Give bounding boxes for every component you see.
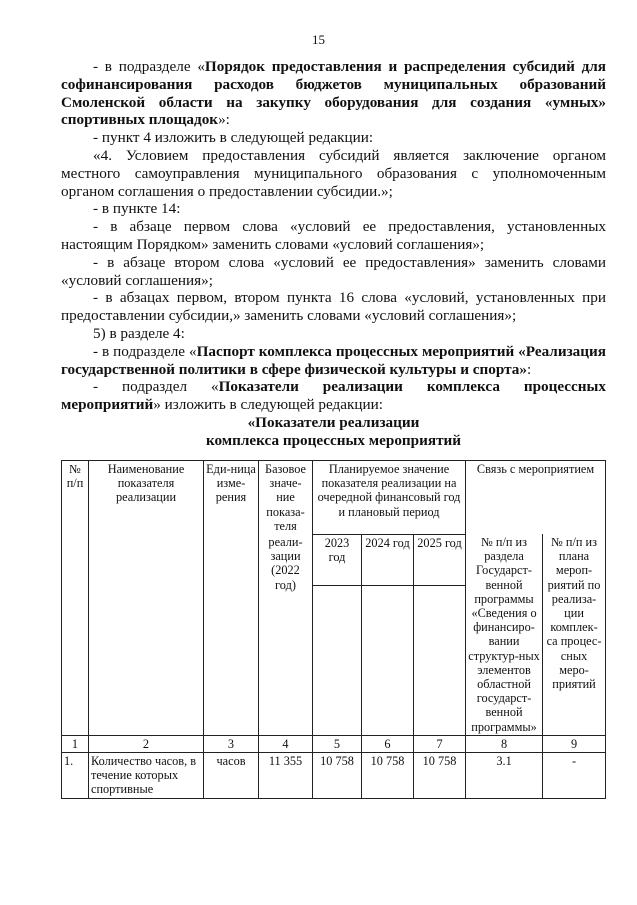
row-link-plan: - xyxy=(543,753,606,799)
header-year-2025-cont xyxy=(414,585,466,735)
column-number: 7 xyxy=(414,735,466,752)
text-run: - подраздел « xyxy=(93,378,219,396)
column-number: 4 xyxy=(259,735,313,752)
row-indicator-name: Количество часов, в течение которых спортивные xyxy=(89,753,204,799)
paragraph-abz2: - в абзаце втором слова «условий ее предоставления» заменить словами «условий соглашения»; xyxy=(61,253,606,289)
table-title-line2: комплекса процессных мероприятий xyxy=(205,431,462,449)
line-section4: 5) в разделе 4: xyxy=(93,324,185,342)
text-run: - в подразделе « xyxy=(93,342,197,360)
table-header-row xyxy=(62,461,606,535)
column-number: 3 xyxy=(204,735,259,752)
header-year-2023-cont xyxy=(313,585,362,735)
header-name: Наименование показателя реализации xyxy=(89,461,204,736)
column-number-row xyxy=(62,735,606,752)
bold-passport-title: Паспорт комплекса процессных мероприятий «Реализация государственной политики в сфере физической культуры и спорта» xyxy=(61,342,606,378)
row-base-value: 11 355 xyxy=(259,753,313,799)
column-number: 2 xyxy=(89,735,204,752)
text-run: »: xyxy=(218,111,230,129)
text-run: » изложить в следующей редакции: xyxy=(153,396,383,414)
table-title-line1: «Показатели реализации xyxy=(247,413,420,431)
text-run: : xyxy=(526,360,532,378)
header-unit: Еди-ница изме-рения xyxy=(204,461,259,736)
header-link-plan: № п/п из плана мероп-риятий по реализа-ции комплек-са процес-сных меро-приятий xyxy=(543,534,606,735)
row-unit: часов xyxy=(204,753,259,799)
header-year-2024-cont xyxy=(362,585,414,735)
row-link-program: 3.1 xyxy=(466,753,543,799)
column-number: 1 xyxy=(62,735,89,752)
column-number: 6 xyxy=(362,735,414,752)
header-num: № п/п xyxy=(62,461,89,736)
line-item14: - в пункте 14: xyxy=(93,200,181,218)
row-value-2024: 10 758 xyxy=(362,753,414,799)
header-link-program: № п/п из раздела Государст-венной программы «Сведения о финансиро-вании структур-ных элементов областной государст-венной программы» xyxy=(466,534,543,735)
page-number: 15 xyxy=(312,32,325,47)
header-year-2024: 2024 год xyxy=(362,534,414,585)
document-body xyxy=(61,58,606,450)
header-year-2025: 2025 год xyxy=(414,534,466,585)
header-planned: Планируемое значение показателя реализации на очередной финансовый год и плановый период xyxy=(313,461,466,535)
row-value-2023: 10 758 xyxy=(313,753,362,799)
row-num: 1. xyxy=(62,753,89,799)
paragraph-subsection-order xyxy=(61,58,606,129)
table-row xyxy=(62,753,606,799)
bold-subsection-title: Порядок предоставления и распределения субсидий для софинансирования расходов бюджетов муниципальных образований Смоленской области на закупку оборудования для создания «умных» спортивных площадок xyxy=(61,58,607,129)
header-year-2023: 2023 год xyxy=(313,534,362,585)
header-base-top: Базовое значе-ние показа-теля xyxy=(259,461,313,535)
header-base-bottom: реали-зации (2022 год) xyxy=(259,534,313,735)
line-item4: - пункт 4 изложить в следующей редакции: xyxy=(93,129,374,147)
column-number: 8 xyxy=(466,735,543,752)
column-number: 9 xyxy=(543,735,606,752)
column-number: 5 xyxy=(313,735,362,752)
row-value-2025: 10 758 xyxy=(414,753,466,799)
paragraph-abz1: - в абзаце первом слова «условий ее предоставления, установленных настоящим Порядком» заменить словами «условий соглашения»; xyxy=(61,218,606,253)
bold-indicators-title: Показатели реализации комплекса процессных мероприятий xyxy=(61,378,606,414)
indicators-table xyxy=(61,460,606,799)
text-run: - в подразделе « xyxy=(93,58,205,75)
paragraph-abz16: - в абзацах первом, втором пункта 16 слова «условий, установленных при предоставлении субсидии,» заменить словами «условий соглашения»; xyxy=(61,289,606,325)
header-link: Связь с мероприятием xyxy=(466,461,606,535)
paragraph-subsection-indicators xyxy=(61,378,606,414)
paragraph-passport xyxy=(61,343,606,379)
paragraph-quote-item4: «4. Условием предоставления субсидий является заключение органом местного самоуправления муниципального образования с уполномоченным органом соглашения о предоставлении субсидии.»; xyxy=(61,146,606,200)
